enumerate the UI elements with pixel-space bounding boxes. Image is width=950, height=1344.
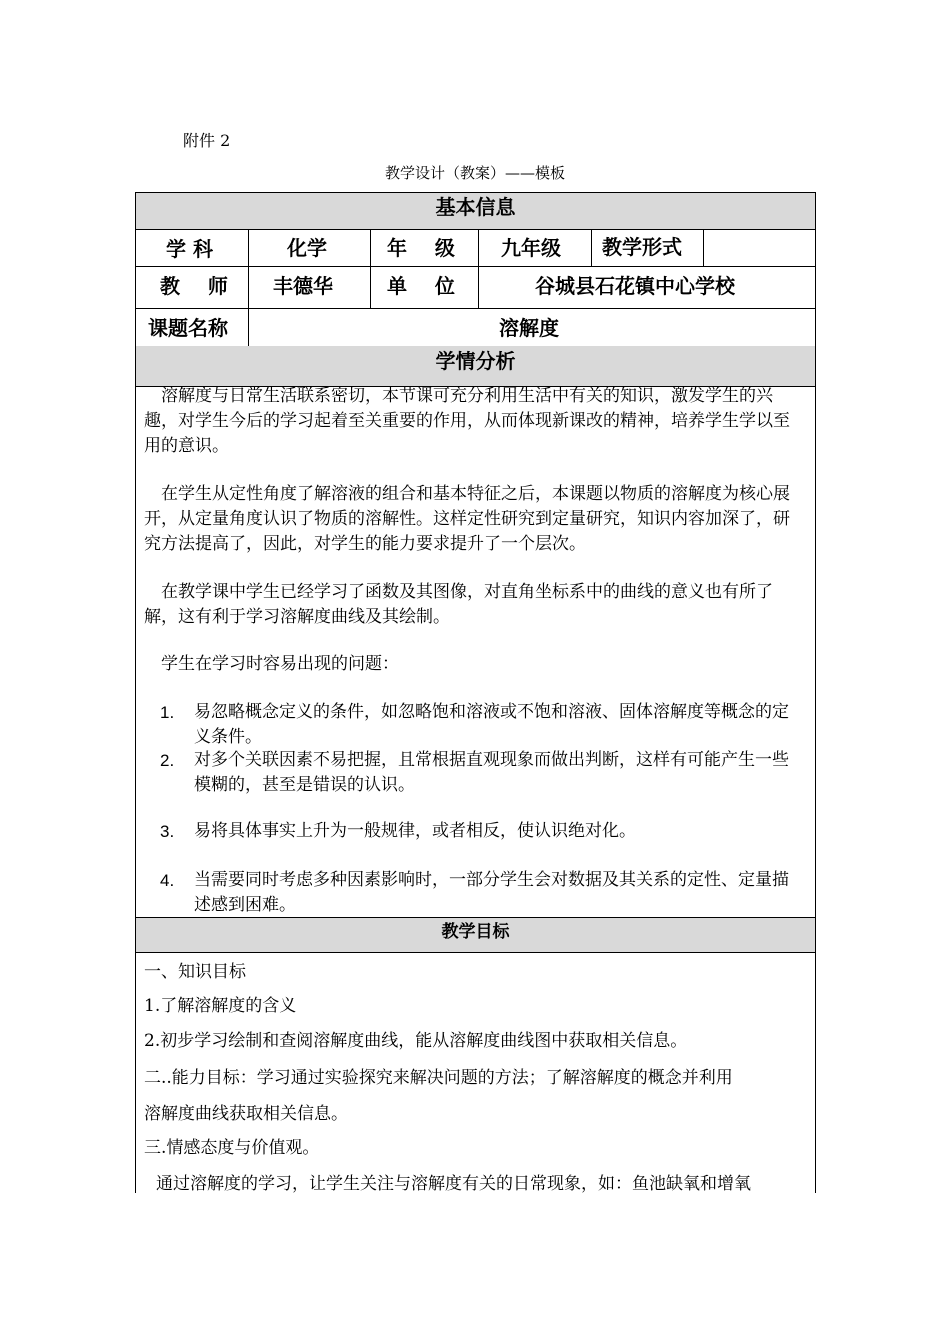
topic-value: 溶解度 — [499, 316, 559, 340]
grade-label: 年 级 — [387, 236, 455, 260]
attachment-label: 附件 2 — [183, 131, 231, 150]
goal-line: 一、知识目标 — [144, 962, 246, 982]
analysis-paragraph: 在学生从定性角度了解溶液的组合和基本特征之后，本课题以物质的溶解度为核心展开，从定量角度认识了物质的溶解性。这样定性研究到定量研究，知识内容加深了，研究方法提高了，因此，对学生的能力要求提升了一个层次。 — [144, 484, 790, 554]
teacher-label: 教 师 — [160, 274, 228, 298]
subject-row — [136, 229, 815, 267]
analysis-heading: 学情分析 — [136, 346, 815, 387]
goal-line: 2.初步学习绘制和查阅溶解度曲线，能从溶解度曲线图中获取相关信息。 — [144, 1031, 688, 1051]
topic-label: 课题名称 — [148, 316, 228, 340]
teacher-value: 丰德华 — [273, 274, 333, 298]
unit-label: 单 位 — [387, 274, 455, 298]
list-item-number: 4. — [160, 871, 175, 890]
teacher-row — [136, 266, 815, 309]
grade-value: 九年级 — [501, 236, 561, 260]
list-item-text: 易忽略概念定义的条件，如忽略饱和溶液或不饱和溶液、固体溶解度等概念的定义条件。 — [194, 702, 789, 747]
unit-value: 谷城县石花镇中心学校 — [535, 274, 735, 298]
goal-line: 1.了解溶解度的含义 — [144, 996, 297, 1016]
goal-line: 二..能力目标：学习通过实验探究来解决问题的方法；了解溶解度的概念并利用 — [144, 1068, 733, 1088]
goal-line: 三.情感态度与价值观。 — [144, 1138, 320, 1158]
list-item-number: 3. — [160, 822, 175, 841]
lesson-plan-table — [135, 192, 816, 1193]
list-item-text: 当需要同时考虑多种因素影响时，一部分学生会对数据及其关系的定性、定量描述感到困难。 — [194, 870, 789, 915]
topic-row — [136, 308, 815, 347]
basic-info-heading: 基本信息 — [136, 193, 815, 230]
analysis-paragraph: 溶解度与日常生活联系密切，本节课可充分利用生活中有关的知识，激发学生的兴趣，对学生今后的学习起着至关重要的作用，从而体现新课改的精神，培养学生学以至用的意识。 — [144, 386, 790, 456]
goal-line: 通过溶解度的学习，让学生关注与溶解度有关的日常现象，如：鱼池缺氧和增氧 — [156, 1174, 751, 1194]
teaching-form-label: 教学形式 — [602, 235, 682, 259]
document-title: 教学设计（教案）——模板 — [384, 164, 565, 182]
list-item-text: 对多个关联因素不易把握，且常根据直观现象而做出判断，这样有可能产生一些模糊的，甚至是错误的认识。 — [194, 750, 789, 795]
list-item-text: 易将具体事实上升为一般规律，或者相反，使认识绝对化。 — [194, 821, 636, 841]
list-item-number: 1. — [160, 703, 175, 722]
subject-label: 学 科 — [166, 237, 213, 261]
analysis-paragraph: 在教学课中学生已经学习了函数及其图像，对直角坐标系中的曲线的意义也有所了解，这有利于学习溶解度曲线及其绘制。 — [144, 582, 773, 627]
goals-heading: 教学目标 — [136, 917, 815, 953]
list-item-number: 2. — [160, 751, 175, 770]
goal-line: 溶解度曲线获取相关信息。 — [144, 1104, 348, 1124]
subject-value: 化学 — [287, 236, 327, 260]
analysis-paragraph: 学生在学习时容易出现的问题： — [161, 654, 399, 674]
